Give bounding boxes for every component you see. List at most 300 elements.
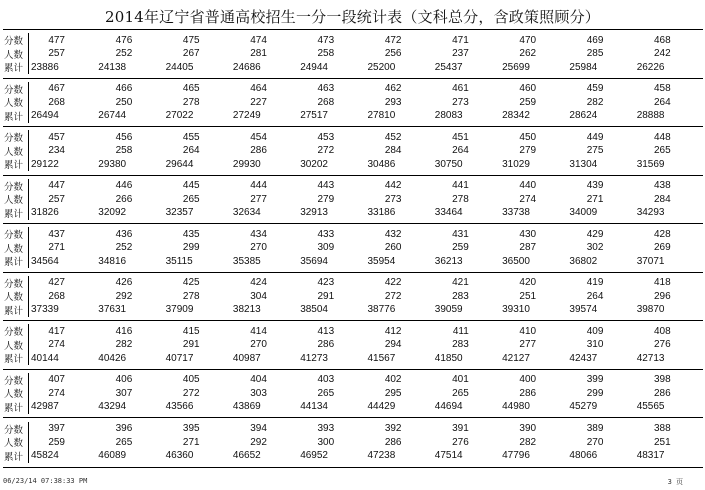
- cumulative-cell: 42987: [31, 401, 59, 413]
- score-cell: 391: [452, 423, 469, 435]
- cumulative-cell: 24138: [98, 61, 127, 73]
- score-cell: 416: [115, 325, 133, 337]
- cumulative-cell: 24405: [165, 61, 194, 73]
- cumulative-cell: 35385: [232, 255, 261, 267]
- score-cell: 407: [48, 374, 65, 386]
- count-cell: 257: [48, 193, 65, 205]
- cumulative-cell: 42127: [502, 352, 530, 364]
- cumulative-cell: 42437: [569, 352, 598, 364]
- cumulative-cell: 32634: [232, 207, 261, 219]
- cumulative-cell: 39310: [502, 304, 530, 316]
- cumulative-label: 累计: [3, 109, 29, 123]
- score-row: [3, 82, 703, 96]
- score-cell: 435: [182, 228, 200, 240]
- cumulative-cell: 39870: [636, 304, 665, 316]
- cumulative-cell: 32913: [300, 207, 328, 219]
- print-timestamp: 06/23/14 07:38:33 PM: [3, 477, 88, 485]
- cumulative-cell: 29930: [232, 158, 261, 170]
- cumulative-cell: 37071: [636, 255, 665, 267]
- count-cell: 283: [452, 339, 469, 351]
- count-cell: 302: [586, 242, 604, 254]
- count-label: 人数: [3, 289, 29, 303]
- count-cell: 270: [586, 436, 604, 448]
- score-cell: 404: [250, 374, 267, 386]
- count-cell: 278: [182, 96, 200, 108]
- cumulative-cell: 46360: [165, 450, 194, 462]
- score-cell: 457: [48, 131, 65, 143]
- count-cell: 303: [250, 387, 267, 399]
- score-cell: 440: [519, 180, 537, 192]
- cumulative-cell: 29380: [98, 158, 127, 170]
- score-cell: 467: [48, 83, 65, 95]
- score-cell: 437: [48, 228, 65, 240]
- count-cell: 251: [654, 436, 671, 448]
- count-cell: 277: [250, 193, 267, 205]
- cumulative-cell: 31304: [569, 158, 598, 170]
- cumulative-cell: 47514: [434, 450, 463, 462]
- score-row: [3, 422, 703, 436]
- cumulative-cell: 28888: [636, 110, 665, 122]
- count-cell: 276: [654, 339, 671, 351]
- cumulative-cell: 46952: [300, 450, 328, 462]
- count-cell: 278: [182, 290, 200, 302]
- page-number: 3 页: [667, 478, 683, 486]
- cumulative-cell: 31029: [502, 158, 530, 170]
- score-cell: 427: [48, 277, 65, 289]
- count-cell: 284: [384, 145, 402, 157]
- score-cell: 431: [452, 228, 469, 240]
- count-cell: 256: [384, 48, 402, 60]
- count-cell: 283: [452, 290, 469, 302]
- cumulative-label: 累计: [3, 449, 29, 463]
- score-cell: 396: [115, 423, 133, 435]
- cumulative-cell: 44134: [300, 401, 328, 413]
- cumulative-cell: 34293: [636, 207, 665, 219]
- score-cell: 468: [654, 34, 671, 46]
- table-block: [3, 418, 703, 467]
- score-label: 分数: [3, 422, 29, 436]
- count-cell: 269: [654, 242, 671, 254]
- cumulative-cell: 35115: [165, 255, 193, 267]
- count-cell: 275: [586, 145, 604, 157]
- count-cell: 299: [182, 242, 200, 254]
- score-cell: 432: [384, 228, 402, 240]
- count-cell: 287: [519, 242, 537, 254]
- count-row: [3, 192, 703, 206]
- count-cell: 276: [452, 436, 469, 448]
- cumulative-row: [3, 303, 703, 317]
- score-row: [3, 227, 703, 241]
- score-cell: 412: [384, 325, 402, 337]
- cumulative-row: [3, 449, 703, 463]
- score-cell: 426: [115, 277, 133, 289]
- cumulative-cell: 46089: [98, 450, 127, 462]
- cumulative-cell: 38504: [300, 304, 328, 316]
- count-row: [3, 95, 703, 109]
- count-cell: 282: [586, 96, 604, 108]
- count-cell: 273: [384, 193, 402, 205]
- score-cell: 442: [384, 180, 402, 192]
- score-cell: 454: [250, 131, 267, 143]
- score-cell: 422: [384, 277, 402, 289]
- score-cell: 401: [452, 374, 469, 386]
- cumulative-cell: 41273: [300, 352, 328, 364]
- cumulative-cell: 39059: [434, 304, 463, 316]
- score-distribution-table: [3, 29, 703, 468]
- cumulative-cell: 38776: [367, 304, 396, 316]
- count-cell: 286: [384, 436, 402, 448]
- score-label: 分数: [3, 33, 29, 47]
- score-row: [3, 33, 703, 47]
- cumulative-cell: 24944: [300, 61, 328, 73]
- count-cell: 265: [182, 193, 200, 205]
- page-title: 2014年辽宁省普通高校招生一分一段统计表（文科总分，含政策照顾分）: [105, 8, 600, 26]
- score-cell: 393: [317, 423, 335, 435]
- score-cell: 477: [48, 34, 65, 46]
- score-cell: 425: [182, 277, 200, 289]
- cumulative-row: [3, 206, 703, 220]
- cumulative-cell: 34564: [31, 255, 59, 267]
- count-cell: 259: [452, 242, 469, 254]
- cumulative-label: 累计: [3, 352, 29, 366]
- count-cell: 267: [182, 48, 200, 60]
- count-cell: 273: [452, 96, 469, 108]
- count-cell: 284: [654, 193, 671, 205]
- score-cell: 399: [586, 374, 604, 386]
- table-block: [3, 176, 703, 225]
- score-cell: 408: [654, 325, 671, 337]
- count-cell: 307: [115, 387, 133, 399]
- cumulative-label: 累计: [3, 61, 29, 75]
- count-label: 人数: [3, 95, 29, 109]
- cumulative-label: 累计: [3, 303, 29, 317]
- count-cell: 271: [586, 193, 604, 205]
- cumulative-row: [3, 109, 703, 123]
- count-cell: 258: [317, 48, 335, 60]
- cumulative-cell: 45565: [636, 401, 665, 413]
- score-cell: 472: [384, 34, 402, 46]
- cumulative-row: [3, 255, 703, 269]
- cumulative-label: 累计: [3, 255, 29, 269]
- cumulative-cell: 31569: [636, 158, 665, 170]
- count-row: [3, 47, 703, 61]
- cumulative-cell: 34009: [569, 207, 598, 219]
- score-cell: 421: [452, 277, 469, 289]
- cumulative-cell: 33464: [434, 207, 463, 219]
- score-cell: 413: [317, 325, 335, 337]
- cumulative-cell: 29122: [31, 158, 59, 170]
- count-row: [3, 289, 703, 303]
- cumulative-cell: 48066: [569, 450, 598, 462]
- score-cell: 441: [452, 180, 469, 192]
- table-block: [3, 127, 703, 176]
- table-block: [3, 321, 703, 370]
- count-cell: 265: [452, 387, 469, 399]
- score-cell: 448: [654, 131, 671, 143]
- count-cell: 281: [250, 48, 267, 60]
- count-row: [3, 241, 703, 255]
- table-block: [3, 30, 703, 79]
- cumulative-cell: 26744: [98, 110, 127, 122]
- score-cell: 400: [519, 374, 537, 386]
- score-cell: 458: [654, 83, 671, 95]
- cumulative-label: 累计: [3, 158, 29, 172]
- score-cell: 390: [519, 423, 537, 435]
- cumulative-cell: 33738: [502, 207, 530, 219]
- count-cell: 279: [519, 145, 537, 157]
- count-label: 人数: [3, 386, 29, 400]
- score-cell: 475: [182, 34, 200, 46]
- count-cell: 299: [586, 387, 604, 399]
- cumulative-cell: 25437: [434, 61, 463, 73]
- cumulative-cell: 38213: [232, 304, 261, 316]
- count-cell: 274: [48, 339, 65, 351]
- cumulative-cell: 35694: [300, 255, 328, 267]
- count-cell: 278: [452, 193, 469, 205]
- count-cell: 264: [452, 145, 469, 157]
- score-cell: 417: [48, 325, 65, 337]
- count-cell: 279: [317, 193, 335, 205]
- cumulative-cell: 27517: [300, 110, 328, 122]
- score-cell: 459: [586, 83, 604, 95]
- score-cell: 415: [182, 325, 200, 337]
- count-label: 人数: [3, 192, 29, 206]
- cumulative-cell: 40987: [232, 352, 261, 364]
- score-cell: 447: [48, 180, 65, 192]
- score-cell: 423: [317, 277, 335, 289]
- score-cell: 424: [250, 277, 267, 289]
- cumulative-cell: 43869: [232, 401, 261, 413]
- score-cell: 436: [115, 228, 133, 240]
- score-cell: 446: [115, 180, 133, 192]
- cumulative-cell: 40426: [98, 352, 127, 364]
- score-cell: 402: [384, 374, 402, 386]
- score-cell: 411: [452, 325, 469, 337]
- cumulative-cell: 28624: [569, 110, 598, 122]
- score-row: [3, 179, 703, 193]
- cumulative-cell: 37339: [31, 304, 59, 316]
- count-cell: 234: [48, 145, 65, 157]
- count-cell: 282: [115, 339, 133, 351]
- score-label: 分数: [3, 179, 29, 193]
- count-label: 人数: [3, 144, 29, 158]
- count-cell: 309: [317, 242, 335, 254]
- cumulative-cell: 42713: [636, 352, 665, 364]
- score-cell: 409: [586, 325, 604, 337]
- score-cell: 455: [182, 131, 200, 143]
- count-cell: 266: [115, 193, 133, 205]
- score-cell: 462: [384, 83, 402, 95]
- count-cell: 286: [317, 339, 335, 351]
- score-cell: 451: [452, 131, 469, 143]
- cumulative-row: [3, 400, 703, 414]
- cumulative-cell: 36500: [502, 255, 530, 267]
- score-label: 分数: [3, 82, 29, 96]
- cumulative-cell: 26226: [636, 61, 665, 73]
- cumulative-label: 累计: [3, 206, 29, 220]
- score-cell: 434: [250, 228, 267, 240]
- count-cell: 270: [250, 242, 267, 254]
- score-row: [3, 276, 703, 290]
- score-cell: 392: [384, 423, 402, 435]
- score-cell: 418: [654, 277, 671, 289]
- score-cell: 403: [317, 374, 335, 386]
- count-cell: 268: [48, 290, 65, 302]
- score-label: 分数: [3, 130, 29, 144]
- count-cell: 285: [586, 48, 604, 60]
- score-cell: 473: [317, 34, 335, 46]
- cumulative-cell: 43566: [165, 401, 194, 413]
- count-cell: 270: [250, 339, 267, 351]
- score-cell: 444: [250, 180, 267, 192]
- cumulative-cell: 30750: [434, 158, 463, 170]
- score-cell: 461: [452, 83, 469, 95]
- score-cell: 406: [115, 374, 133, 386]
- count-cell: 252: [115, 242, 133, 254]
- count-cell: 268: [48, 96, 65, 108]
- score-cell: 397: [48, 423, 65, 435]
- score-cell: 419: [586, 277, 604, 289]
- score-row: [3, 373, 703, 387]
- count-cell: 291: [182, 339, 200, 351]
- score-cell: 466: [115, 83, 133, 95]
- cumulative-cell: 27249: [232, 110, 261, 122]
- count-label: 人数: [3, 47, 29, 61]
- cumulative-row: [3, 61, 703, 75]
- count-cell: 292: [250, 436, 267, 448]
- table-block: [3, 224, 703, 273]
- cumulative-cell: 25984: [569, 61, 598, 73]
- count-cell: 296: [654, 290, 671, 302]
- count-cell: 265: [115, 436, 133, 448]
- cumulative-cell: 40144: [31, 352, 59, 364]
- table-block: [3, 79, 703, 128]
- cumulative-cell: 41567: [367, 352, 396, 364]
- score-cell: 460: [519, 83, 537, 95]
- count-row: [3, 144, 703, 158]
- cumulative-cell: 31826: [31, 207, 59, 219]
- score-cell: 388: [654, 423, 671, 435]
- count-cell: 282: [519, 436, 537, 448]
- count-label: 人数: [3, 241, 29, 255]
- score-cell: 420: [519, 277, 537, 289]
- cumulative-row: [3, 352, 703, 366]
- cumulative-row: [3, 158, 703, 172]
- cumulative-cell: 41850: [434, 352, 463, 364]
- cumulative-cell: 36213: [434, 255, 463, 267]
- count-cell: 310: [586, 339, 604, 351]
- count-row: [3, 435, 703, 449]
- cumulative-cell: 30486: [367, 158, 396, 170]
- score-cell: 445: [182, 180, 200, 192]
- cumulative-cell: 23886: [31, 61, 59, 73]
- score-cell: 433: [317, 228, 335, 240]
- cumulative-cell: 34816: [98, 255, 127, 267]
- score-cell: 394: [250, 423, 267, 435]
- cumulative-cell: 29644: [165, 158, 194, 170]
- count-cell: 272: [182, 387, 200, 399]
- count-cell: 294: [384, 339, 402, 351]
- cumulative-cell: 37909: [165, 304, 194, 316]
- score-cell: 465: [182, 83, 200, 95]
- score-row: [3, 130, 703, 144]
- score-cell: 463: [317, 83, 335, 95]
- cumulative-cell: 24686: [232, 61, 261, 73]
- score-cell: 464: [250, 83, 267, 95]
- count-cell: 277: [519, 339, 537, 351]
- cumulative-cell: 44694: [434, 401, 463, 413]
- cumulative-cell: 26494: [31, 110, 59, 122]
- count-label: 人数: [3, 435, 29, 449]
- score-cell: 430: [519, 228, 537, 240]
- cumulative-cell: 44980: [502, 401, 530, 413]
- score-cell: 443: [317, 180, 335, 192]
- cumulative-cell: 28083: [434, 110, 463, 122]
- score-label: 分数: [3, 324, 29, 338]
- cumulative-cell: 28342: [502, 110, 530, 122]
- count-cell: 264: [586, 290, 604, 302]
- score-row: [3, 324, 703, 338]
- count-cell: 293: [384, 96, 402, 108]
- cumulative-cell: 25200: [367, 61, 396, 73]
- score-cell: 452: [384, 131, 402, 143]
- score-cell: 449: [586, 131, 604, 143]
- count-cell: 237: [452, 48, 469, 60]
- count-cell: 260: [384, 242, 402, 254]
- count-cell: 271: [48, 242, 65, 254]
- cumulative-cell: 45279: [569, 401, 598, 413]
- cumulative-cell: 47796: [502, 450, 530, 462]
- count-cell: 268: [317, 96, 335, 108]
- count-cell: 259: [48, 436, 65, 448]
- score-cell: 414: [250, 325, 267, 337]
- cumulative-cell: 32357: [165, 207, 194, 219]
- count-cell: 264: [182, 145, 200, 157]
- cumulative-cell: 40717: [165, 352, 194, 364]
- count-cell: 250: [115, 96, 133, 108]
- score-cell: 429: [586, 228, 604, 240]
- cumulative-cell: 39574: [569, 304, 598, 316]
- cumulative-cell: 30202: [300, 158, 328, 170]
- score-cell: 389: [586, 423, 604, 435]
- count-cell: 251: [519, 290, 537, 302]
- score-cell: 469: [586, 34, 604, 46]
- cumulative-cell: 27022: [165, 110, 194, 122]
- count-cell: 257: [48, 48, 65, 60]
- score-cell: 439: [586, 180, 604, 192]
- count-cell: 286: [250, 145, 267, 157]
- count-row: [3, 338, 703, 352]
- score-label: 分数: [3, 373, 29, 387]
- count-cell: 304: [250, 290, 267, 302]
- table-block: [3, 370, 703, 419]
- count-cell: 264: [654, 96, 671, 108]
- cumulative-cell: 45824: [31, 450, 59, 462]
- score-cell: 410: [519, 325, 537, 337]
- cumulative-cell: 37631: [98, 304, 127, 316]
- score-cell: 398: [654, 374, 671, 386]
- score-cell: 428: [654, 228, 671, 240]
- count-cell: 272: [317, 145, 335, 157]
- score-label: 分数: [3, 276, 29, 290]
- score-cell: 471: [452, 34, 469, 46]
- count-cell: 286: [654, 387, 671, 399]
- count-cell: 227: [250, 96, 267, 108]
- count-cell: 274: [519, 193, 537, 205]
- cumulative-cell: 27810: [367, 110, 396, 122]
- count-cell: 265: [317, 387, 335, 399]
- cumulative-cell: 35954: [367, 255, 396, 267]
